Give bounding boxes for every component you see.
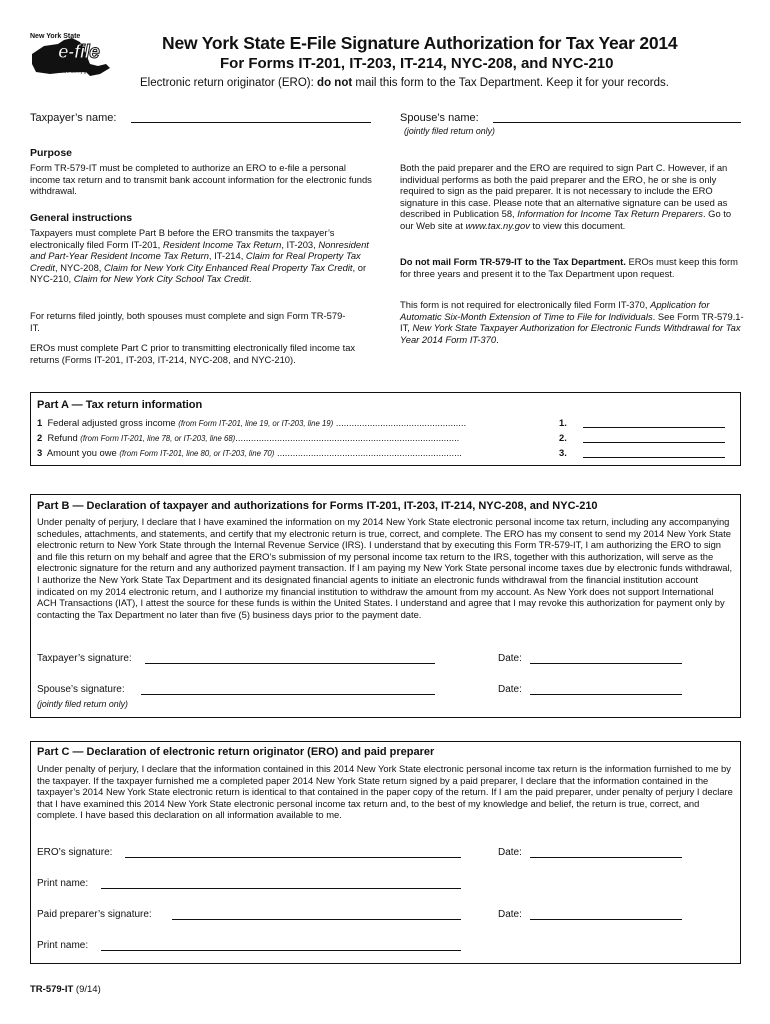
preparer-print-name-field[interactable] (101, 950, 461, 951)
ero-print-name-label: Print name: (37, 878, 89, 889)
signature-requirements-text: Both the paid preparer and the ERO are required to sign Part C. However, if an individual performs as both the paid preparer and the ERO, he or she is only required to sign as the paid preparer. It is not necessary to include the ERO signature in this case. Please note that an alternative signature can be used as described in Publication 58, Information for Income Tax Return Preparers. Go to our Web site at www.tax.ny.gov to view this document. (400, 162, 732, 231)
logo-website: www.tax.ny.gov (60, 69, 91, 74)
spouse-signature-field[interactable] (141, 694, 435, 695)
preparer-date-label: Date: (498, 909, 522, 920)
joint-returns-text: For returns filed jointly, both spouses must complete and sign Form TR-579-IT. (30, 310, 346, 333)
ero-signature-field[interactable] (125, 857, 461, 858)
taxpayer-signature-field[interactable] (145, 663, 435, 664)
spouse-jointly-note-b: (jointly filed return only) (37, 699, 128, 709)
purpose-heading: Purpose (30, 147, 73, 159)
spouse-signature-label: Spouse’s signature: (37, 684, 125, 695)
taxpayer-date-field[interactable] (530, 663, 682, 664)
spouse-name-field[interactable] (493, 122, 741, 123)
refund-field[interactable] (583, 442, 725, 443)
ero-note: Electronic return originator (ERO): do not mail this form to the Tax Department. Keep it for your records. (140, 77, 669, 89)
do-not-mail-text: Do not mail Form TR-579-IT to the Tax Department. EROs must keep this form for three years and present it to the Tax Department upon request. (400, 256, 738, 279)
taxpayer-name-field[interactable] (131, 122, 371, 123)
taxpayer-signature-label: Taxpayer’s signature: (37, 653, 132, 664)
preparer-print-name-label: Print name: (37, 940, 89, 951)
part-a-line-3: 3 Amount you owe (from Form IT-201, line 80, or IT-203, line 70) ....................................................................... (37, 447, 462, 458)
part-a-box-3-label: 3. (559, 447, 567, 458)
preparer-signature-field[interactable] (172, 919, 461, 920)
form-subtitle: For Forms IT-201, IT-203, IT-214, NYC-208, and NYC-210 (220, 55, 614, 72)
ero-part-c-text: EROs must complete Part C prior to transmitting electronically filed income tax returns (Forms IT-201, IT-203, IT-214, NYC-208, and NYC-210). (30, 342, 356, 365)
general-instructions-heading: General instructions (30, 212, 133, 224)
it370-note-text: This form is not required for electronically filed Form IT-370, Application for Automatic Six-Month Extension of Time to File for Individuals. See Form TR-579.1-IT, New York State Taxpayer Authorization for Electronic Funds Withdrawal for Tax Year 2014 Form IT-370. (400, 299, 744, 345)
form-title: New York State E-File Signature Authorization for Tax Year 2014 (162, 33, 678, 53)
logo-efile-mark: e-file (58, 42, 100, 63)
part-b-heading: Part B — Declaration of taxpayer and authorizations for Forms IT-201, IT-203, IT-214, NYC-208, and NYC-210 (37, 500, 598, 512)
logo-state-text: New York State (30, 33, 81, 40)
purpose-text: Form TR-579-IT must be completed to authorize an ERO to e-file a personal income tax return and to transmit bank account information for the electronic funds withdrawal. (30, 162, 372, 197)
part-a-line-2: 2 Refund (from Form IT-201, line 78, or IT-203, line 68)...................................................................................... (37, 432, 460, 443)
part-a-heading: Part A — Tax return information (37, 399, 203, 411)
general-instructions-text: Taxpayers must complete Part B before the ERO transmits the taxpayer’s electronically filed Form IT-201, Resident Income Tax Return, IT-203, Nonresident and Part-Year Resident Income Tax Return, IT-214, Claim for Real Property Tax Credit, NYC-208, Claim for New York City Enhanced Real Property Tax Credit, or NYC-210, Claim for New York City School Tax Credit. (30, 227, 369, 285)
preparer-date-field[interactable] (530, 919, 682, 920)
spouse-name-label: Spouse’s name: (400, 112, 479, 124)
part-a-box-2-label: 2. (559, 432, 567, 443)
spouse-jointly-note: (jointly filed return only) (404, 126, 495, 136)
ero-date-field[interactable] (530, 857, 682, 858)
part-c-heading: Part C — Declaration of electronic return originator (ERO) and paid preparer (37, 746, 435, 758)
part-c-declaration-text: Under penalty of perjury, I declare that the information contained in this 2014 New York State electronic personal income tax return is the information furnished to me by the taxpayer. If the taxpayer furnished me a completed paper 2014 New York State return signed by a paid preparer, I declare that the information contained in the taxpayer’s 2014 New York State electronic return is identical to that contained in the paper copy of the return. If I am the paid preparer, under penalty of perjury I declare that I have examined this 2014 New York State electronic personal income tax return and, to the best of my knowledge and belief, the return is true, correct, and complete. I have based this declaration on all information available to me. (37, 763, 733, 821)
amount-owed-field[interactable] (583, 457, 725, 458)
spouse-date-label: Date: (498, 684, 522, 695)
taxpayer-name-label: Taxpayer’s name: (30, 112, 117, 124)
ero-date-label: Date: (498, 847, 522, 858)
part-a-box-1-label: 1. (559, 417, 567, 428)
form-id-footer: TR-579-IT (9/14) (30, 984, 101, 995)
part-a-line-1: 1 Federal adjusted gross income (from Form IT-201, line 19, or IT-203, line 19) .................................................. (37, 417, 467, 428)
federal-agi-field[interactable] (583, 427, 725, 428)
part-b-declaration-text: Under penalty of perjury, I declare that I have examined the information on my 2014 New York State electronic personal income tax return, including any accompanying schedules, attachments, and statements, and certify that my electronic return is true, correct, and complete. The ERO has my consent to send my 2014 New York State electronic return to New York State through the Internal Revenue Service (IRS). I understand that by executing this Form TR-579-IT, I am authorizing the ERO to sign and file this return on my behalf and agree that the ERO’s submission of my personal income tax return to the IRS, together with this authorization, will serve as the electronic signature for the return and any authorized payment transaction. If I am paying my New York State personal income taxes due by electronic funds withdrawal, I authorize the New York State Tax Department and its designated financial agents to initiate an electronic funds withdrawal from the financial institution account indicated on my 2014 electronic return, and I authorize my financial institution to withdraw the amount from my account. As New York does not support International ACH Transactions (IAT), I attest the source for these funds is within the United States. I understand and agree that I may revoke this authorization for payment only by contacting the Tax Department no later than five (5) business days prior to the payment date. (37, 516, 733, 620)
ero-print-name-field[interactable] (101, 888, 461, 889)
preparer-signature-label: Paid preparer’s signature: (37, 909, 152, 920)
ero-signature-label: ERO’s signature: (37, 847, 113, 858)
taxpayer-date-label: Date: (498, 653, 522, 664)
spouse-date-field[interactable] (530, 694, 682, 695)
